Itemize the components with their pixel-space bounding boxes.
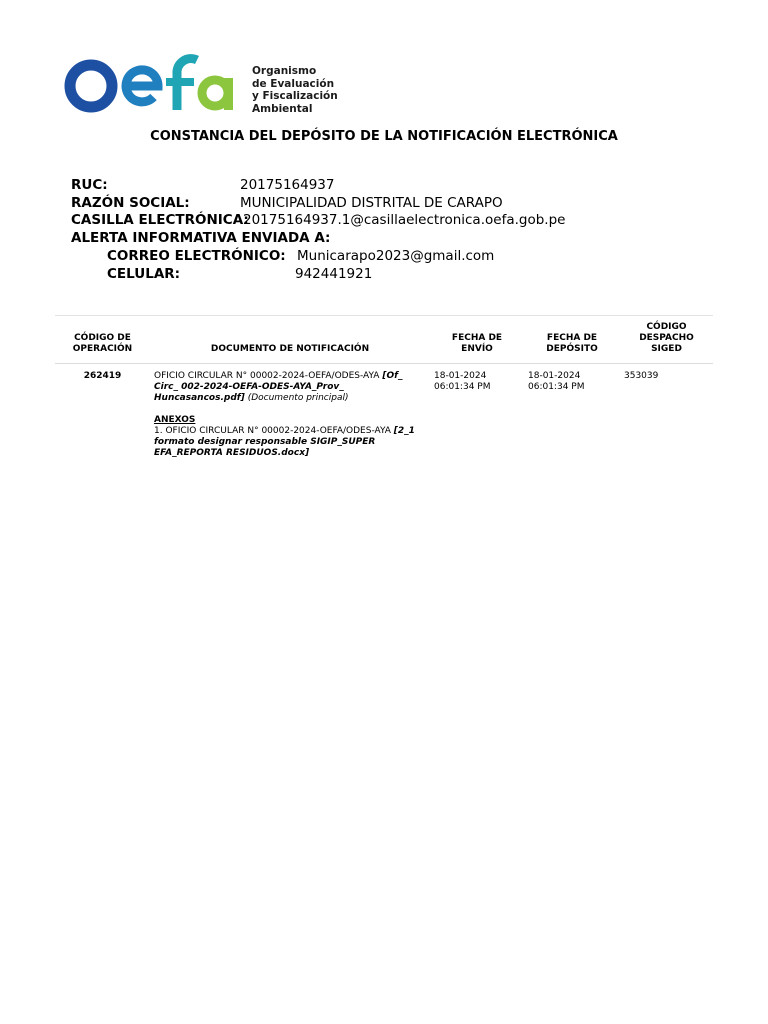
oefa-logo (64, 52, 344, 116)
casilla-value: 20175164937.1@casillaelectronica.oefa.gob.pe (243, 212, 566, 228)
celular-label: CELULAR: (107, 266, 181, 282)
org-line-4: Ambiental (252, 102, 313, 115)
document-title: CONSTANCIA DEL DEPÓSITO DE LA NOTIFICACIÓN ELECTRÓNICA (150, 129, 618, 144)
cell-codigo: 262419 (83, 371, 122, 381)
org-line-1: Organismo (252, 65, 317, 77)
cell-fecha-deposito: 18-01-2024 06:01:34 PM (528, 371, 585, 392)
cell-fecha-envio: 18-01-2024 06:01:34 PM (434, 371, 491, 392)
documento-principal: OFICIO CIRCULAR N° 00002-2024-OEFA/ODES-AYA [Of_ Circ_ 002-2024-OEFA-ODES-AYA_Prov_ Huncasancos.pdf] (Documento principal) (154, 371, 403, 403)
header-fecha-envio: FECHA DE ENVÍO (430, 316, 524, 364)
header-codigo-operacion: CÓDIGO DE OPERACIÓN (55, 316, 150, 364)
org-line-3: y Fiscalización (252, 90, 338, 102)
razon-social-value: MUNICIPALIDAD DISTRITAL DE CARAPO (240, 195, 503, 211)
ruc-label: RUC: (71, 177, 108, 193)
notification-table (55, 315, 713, 466)
header-documento: DOCUMENTO DE NOTIFICACIÓN (150, 316, 430, 364)
table-header-row (55, 316, 713, 364)
casilla-label: CASILLA ELECTRÓNICA: (71, 212, 249, 228)
oefa-wordmark-icon (64, 52, 244, 116)
anexo-item: 1. OFICIO CIRCULAR N° 00002-2024-OEFA/ODES-AYA [2_1 formato designar responsable SIGIP_SUPER EFA_REPORTA RESIDUOS.docx] (154, 426, 415, 458)
org-name (252, 65, 338, 115)
table-row (55, 364, 713, 467)
razon-social-label: RAZÓN SOCIAL: (71, 195, 190, 211)
correo-label: CORREO ELECTRÓNICO: (107, 248, 286, 264)
header-fecha-deposito: FECHA DE DEPÓSITO (524, 316, 620, 364)
header-codigo-siged: CÓDIGO DESPACHO SIGED (620, 316, 713, 364)
cell-documento (150, 364, 430, 467)
celular-value: 942441921 (295, 266, 373, 282)
ruc-value: 20175164937 (240, 177, 335, 193)
cell-siged: 353039 (624, 371, 659, 381)
alerta-label: ALERTA INFORMATIVA ENVIADA A: (71, 230, 331, 246)
correo-value: Municarapo2023@gmail.com (297, 248, 495, 264)
anexos-title: ANEXOS (154, 415, 196, 425)
org-line-2: de Evaluación (252, 77, 335, 90)
